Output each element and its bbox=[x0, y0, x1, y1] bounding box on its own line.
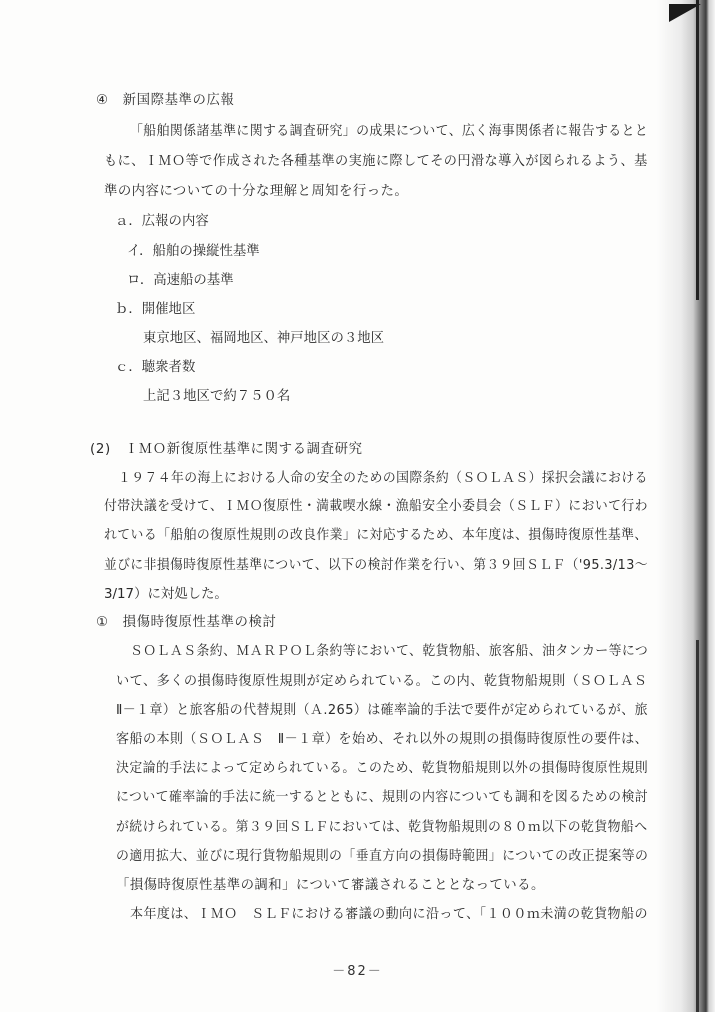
body-line: 客船の本則（ＳＯＬＡＳ Ⅱ－１章）を始め、それ以外の規則の損傷時復原性の要件は、 bbox=[116, 732, 649, 747]
body-line: 準の内容についての十分な理解と周知を行った。 bbox=[104, 184, 409, 199]
binding-edge-line bbox=[696, 0, 699, 300]
body-line: ＳＯＬＡＳ条約、ＭＡＲＰＯＬ条約等において、乾貨物船、旅客船、油タンカー等につ bbox=[130, 644, 649, 659]
body-line: の適用拡大、並びに現行貨物船規則の「垂直方向の損傷時範囲」についての改正提案等の bbox=[116, 849, 649, 864]
body-line: １９７４年の海上における人命の安全のための国際条約（ＳＯＬＡＳ）採択会議における bbox=[118, 471, 648, 486]
list-item-b: ｂ．開催地区 bbox=[115, 302, 196, 317]
body-line: 付帯決議を受けて、ＩＭＯ復原性・満載喫水線・漁船安全小委員会（ＳＬＦ）において行わ bbox=[104, 499, 648, 514]
body-line: れている「船舶の復原性規則の改良作業」に対応するため、本年度は、損傷時復原性基準、 bbox=[104, 528, 648, 543]
page-binding-shadow bbox=[657, 0, 715, 1012]
body-line: 並びに非損傷時復原性基準について、以下の検討作業を行い、第３９回ＳＬＦ（'95.3/13～ bbox=[104, 558, 648, 573]
page-number: －82－ bbox=[332, 964, 383, 979]
body-line: Ⅱ－１章）と旅客船の代替規則（Ａ.265）は確率論的手法で要件が定められているが、旅 bbox=[116, 703, 649, 718]
body-line: 3/17）に対処した。 bbox=[104, 587, 228, 602]
sub-item-i: イ．船舶の操縦性基準 bbox=[127, 244, 260, 259]
body-line: 「損傷時復原性基準の調和」について審議されることとなっている。 bbox=[116, 878, 545, 893]
body-line: もに、ＩＭＯ等で作成された各種基準の実施に際してその円滑な導入が図られるよう、基 bbox=[104, 154, 648, 169]
body-line: が続けられている。第３９回ＳＬＦにおいては、乾貨物船規則の８０ｍ以下の乾貨物船へ bbox=[116, 820, 648, 835]
body-line: いて、多くの損傷時復原性規則が定められている。この内、乾貨物船規則（ＳＯＬＡＳ bbox=[116, 674, 648, 689]
body-line: について確率論的手法に統一するとともに、規則の内容についても調和を図るための検討 bbox=[116, 790, 649, 805]
list-item-b-detail: 東京地区、福岡地区、神戸地区の３地区 bbox=[143, 331, 385, 346]
subsection-heading-4: ④ 新国際基準の広報 bbox=[96, 93, 235, 108]
body-line: 決定論的手法によって定められている。このため、乾貨物船規則以外の損傷時復原性規則 bbox=[116, 761, 649, 776]
binding-edge-line bbox=[696, 640, 699, 1012]
list-item-c-detail: 上記３地区で約７５０名 bbox=[143, 389, 291, 404]
list-item-c: ｃ．聴衆者数 bbox=[115, 360, 196, 375]
subsection-heading-1: ① 損傷時復原性基準の検討 bbox=[96, 615, 277, 630]
sub-item-ro: ロ．高速船の基準 bbox=[127, 273, 234, 288]
body-line: 本年度は、ＩＭＯ ＳＬＦにおける審議の動向に沿って、「１００ｍ未満の乾貨物船の bbox=[130, 907, 648, 922]
section-heading-2: (2) ＩＭＯ新復原性基準に関する調査研究 bbox=[90, 442, 363, 457]
body-line: 「船舶関係諸基準に関する調査研究」の成果について、広く海事関係者に報告するとと bbox=[130, 124, 649, 139]
list-item-a: ａ．広報の内容 bbox=[115, 214, 209, 229]
